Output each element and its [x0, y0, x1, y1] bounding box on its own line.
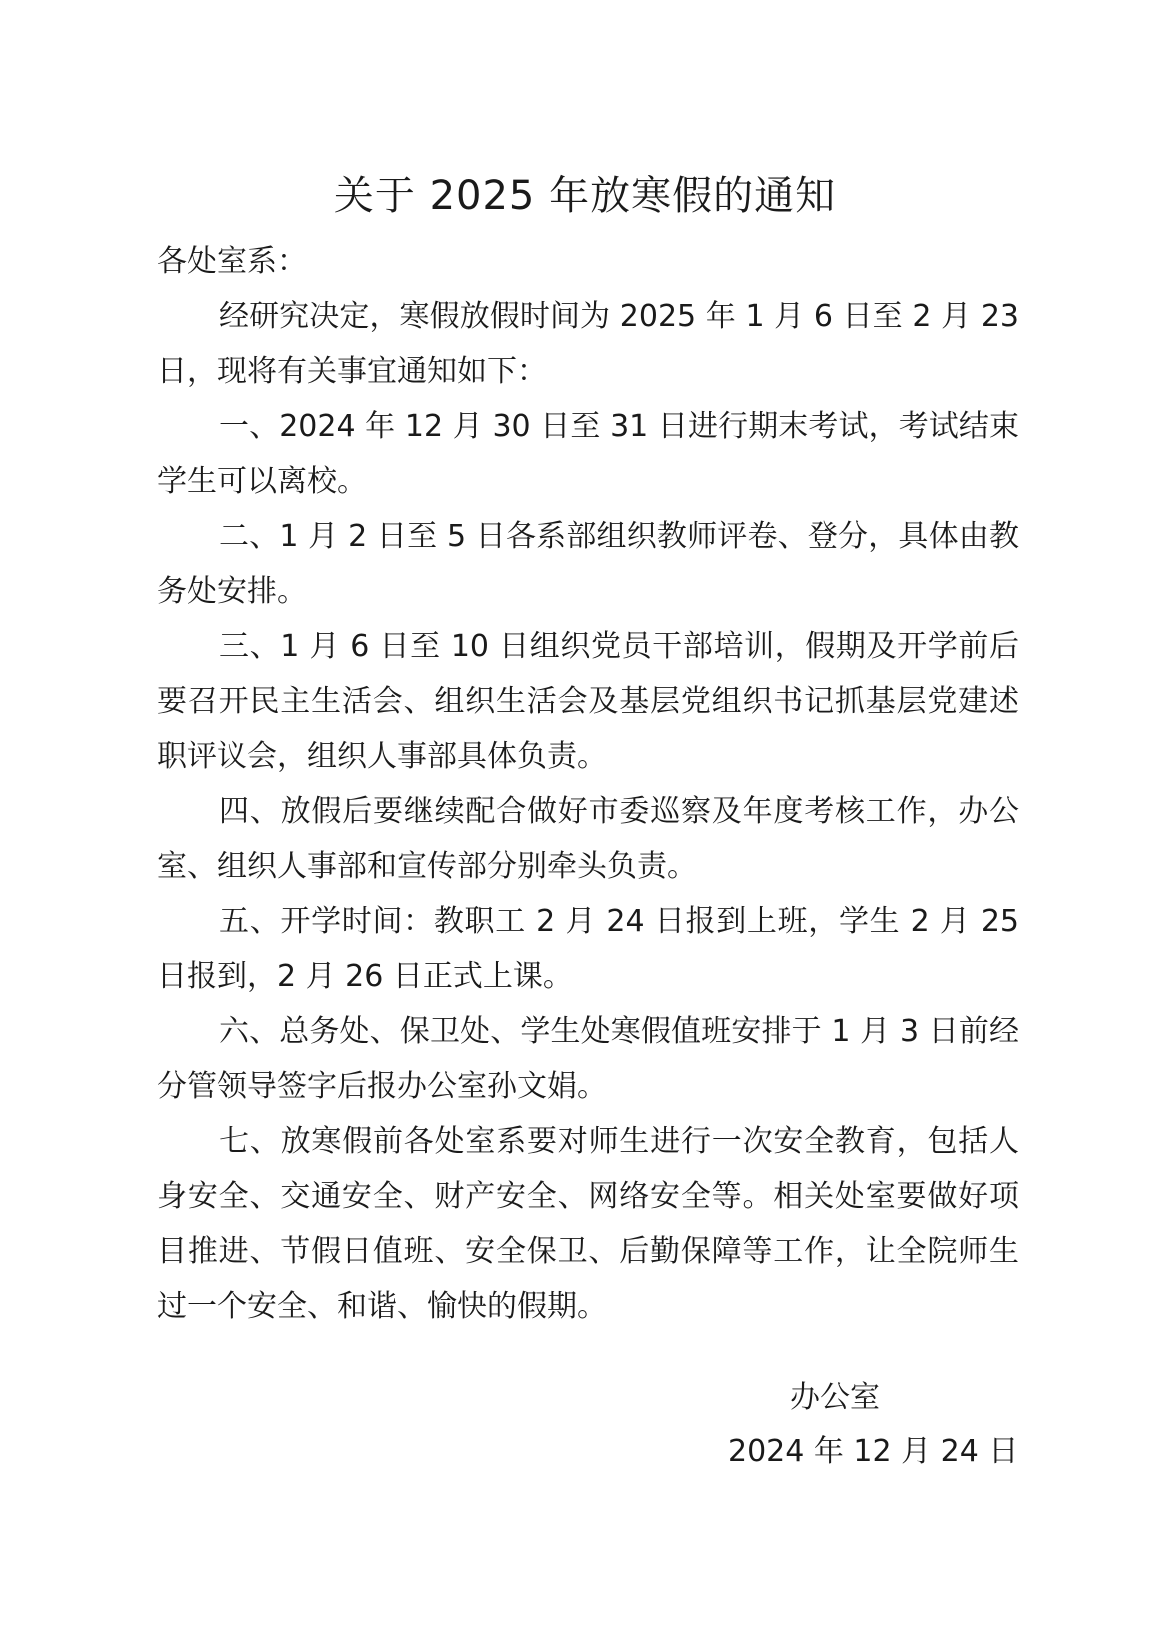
salutation: 各处室系： — [157, 244, 307, 279]
paragraph-item-7: 七、放寒假前各处室系要对师生进行一次安全教育，包括人身安全、交通安全、财产安全、网络安全等。相关处室要做好项目推进、节假日值班、安全保卫、后勤保障等工作，让全院师生过一个安全、和谐、愉快的假期。 — [157, 1124, 1019, 1324]
signature-date: 2024 年 12 月 24 日 — [728, 1434, 1019, 1469]
paragraph-item-6: 六、总务处、保卫处、学生处寒假值班安排于 1 月 3 日前经分管领导签字后报办公室孙文娟。 — [157, 1014, 1019, 1104]
document-title: 关于 2025 年放寒假的通知 — [333, 173, 837, 219]
paragraph-item-1: 一、2024 年 12 月 30 日至 31 日进行期末考试，考试结束学生可以离校。 — [157, 409, 1019, 499]
paragraph-item-4: 四、放假后要继续配合做好市委巡察及年度考核工作，办公室、组织人事部和宣传部分别牵头负责。 — [157, 794, 1019, 884]
paragraph-item-5: 五、开学时间：教职工 2 月 24 日报到上班，学生 2 月 25 日报到，2 月 26 日正式上课。 — [157, 904, 1019, 994]
paragraph-item-2: 二、1 月 2 日至 5 日各系部组织教师评卷、登分，具体由教务处安排。 — [157, 519, 1019, 609]
signer: 办公室 — [790, 1380, 880, 1415]
paragraph-item-3: 三、1 月 6 日至 10 日组织党员干部培训，假期及开学前后要召开民主生活会、组织生活会及基层党组织书记抓基层党建述职评议会，组织人事部具体负责。 — [157, 629, 1019, 774]
document-body — [157, 234, 1019, 1334]
paragraph-intro: 经研究决定，寒假放假时间为 2025 年 1 月 6 日至 2 月 23 日，现将有关事宜通知如下： — [157, 299, 1019, 389]
